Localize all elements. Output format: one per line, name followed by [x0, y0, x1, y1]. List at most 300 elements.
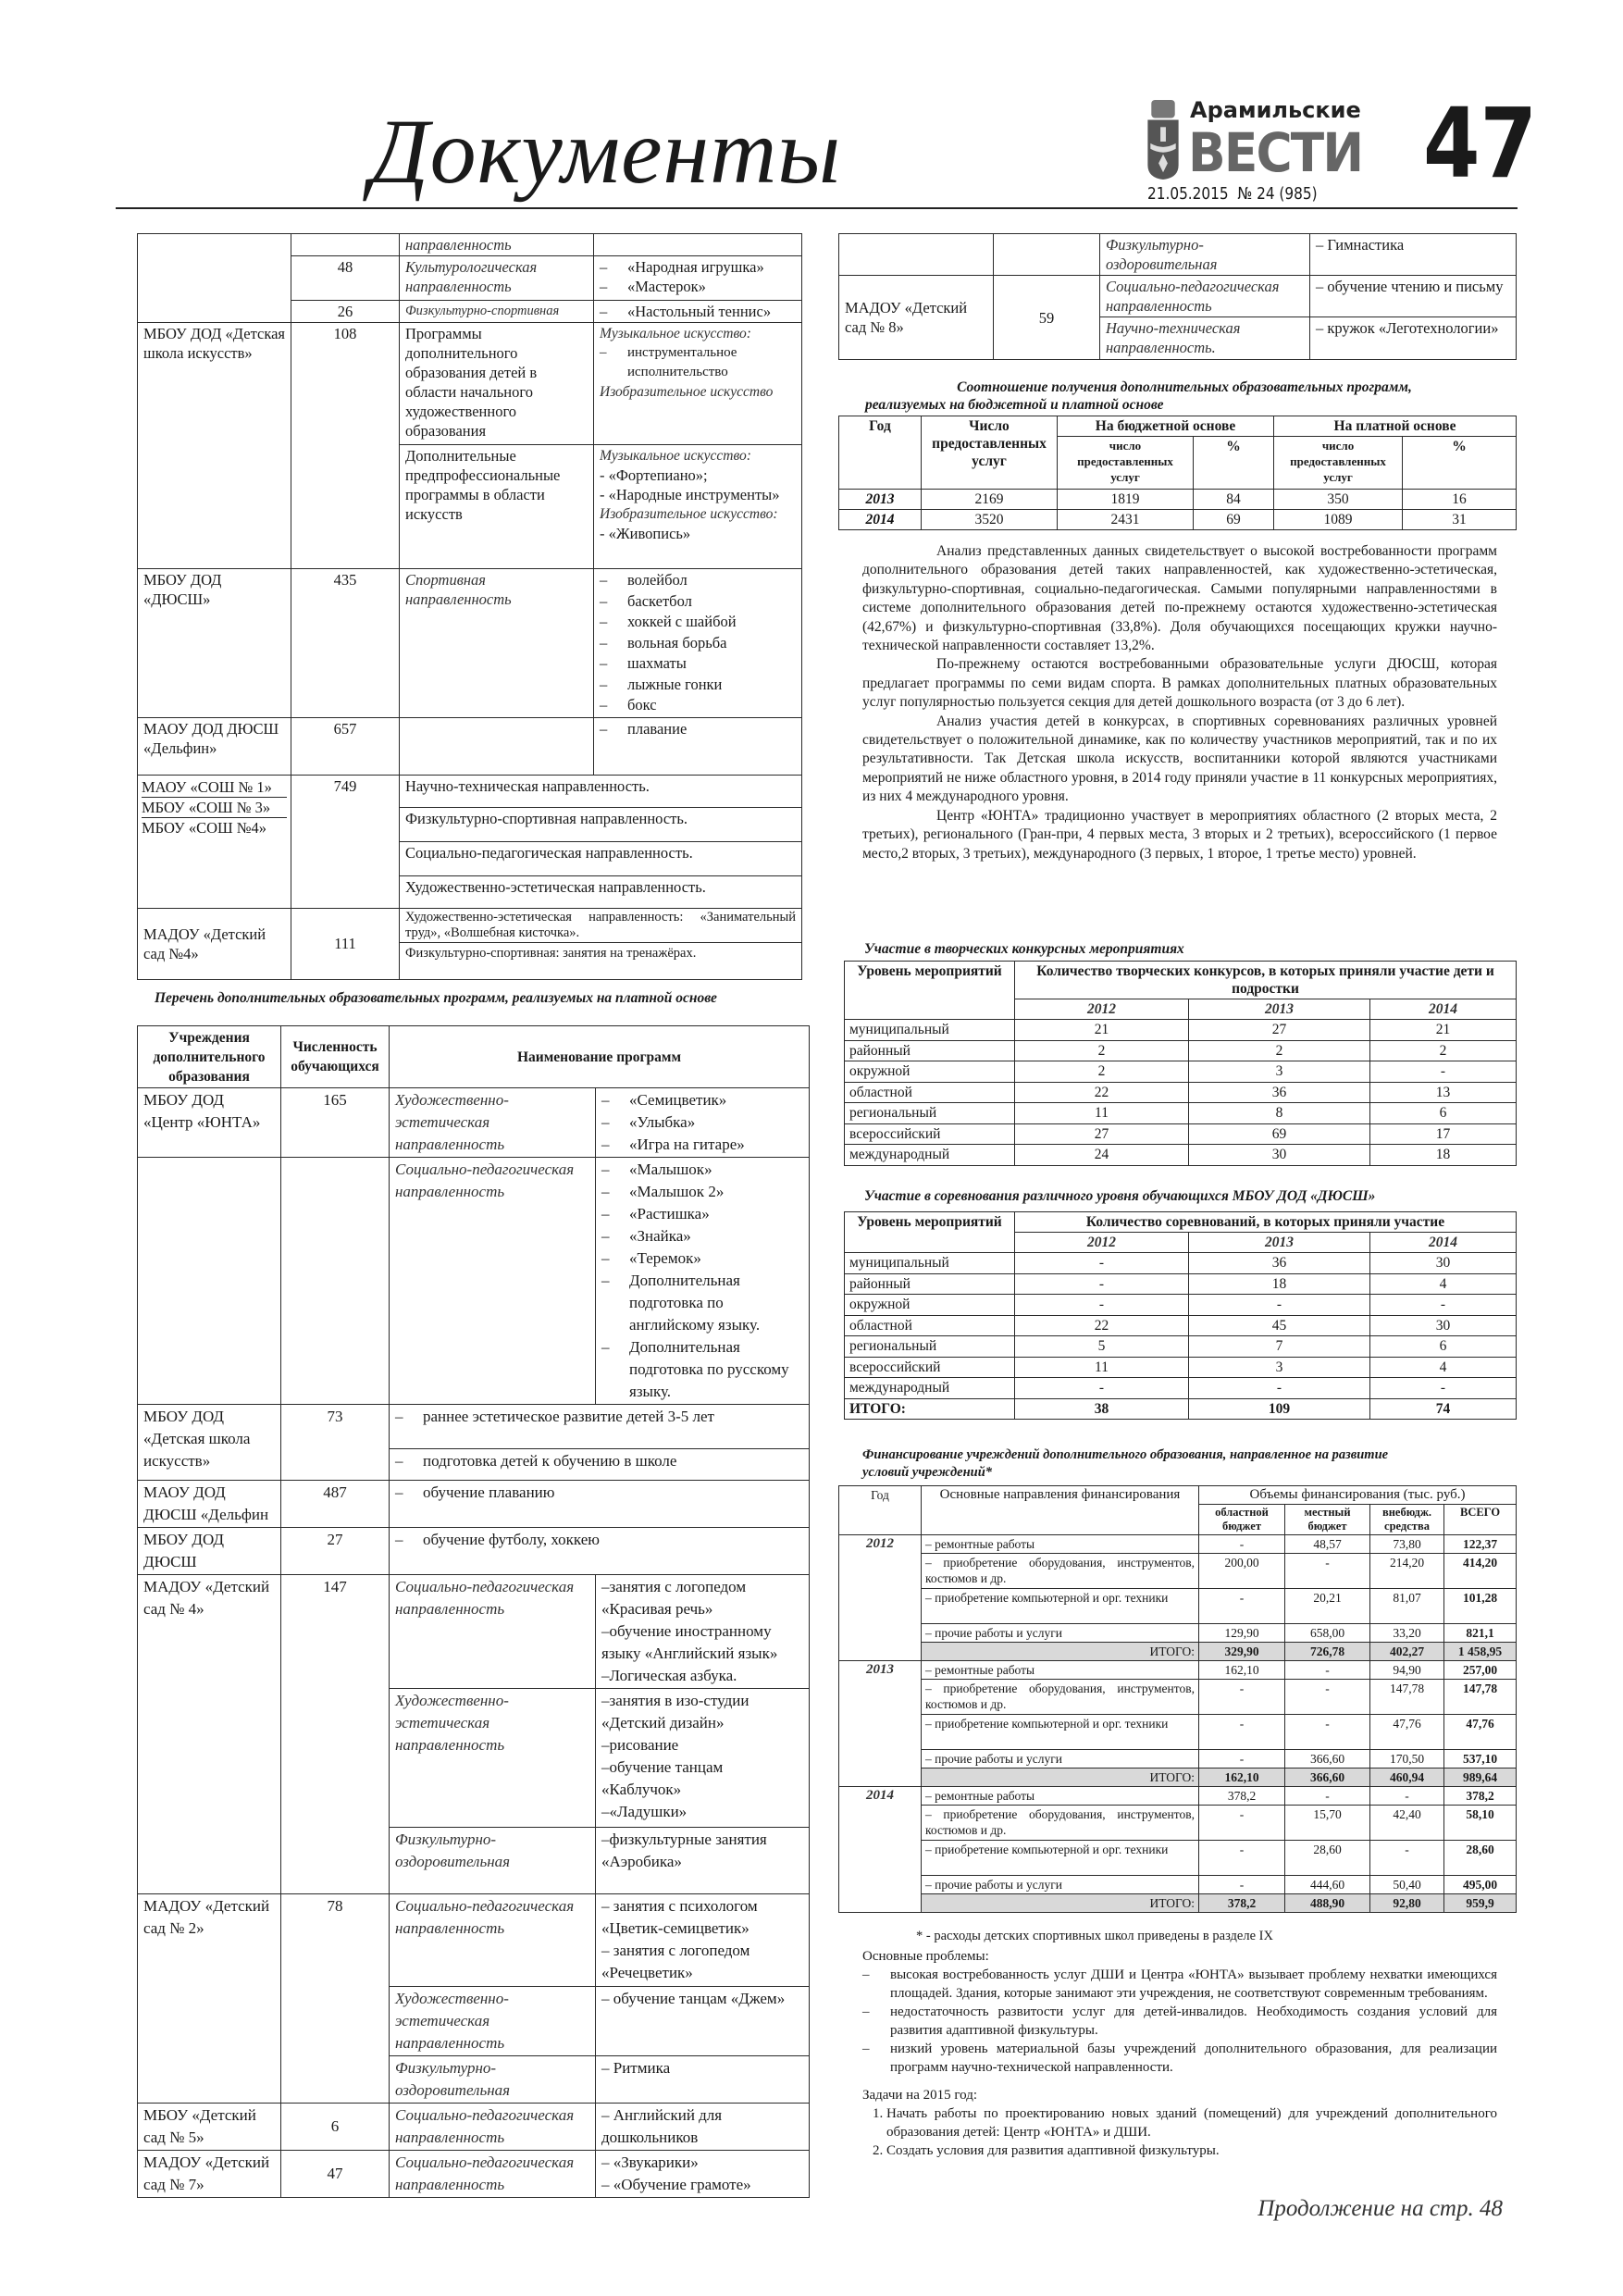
programs-cell — [594, 323, 802, 445]
institution-cell: МАОУ ДОД ДЮСШ «Дельфин — [138, 1481, 281, 1528]
table-row — [839, 1589, 1517, 1624]
value-cell: 69 — [1189, 1123, 1370, 1145]
program-group-label: Музыкальное искусство: — [600, 326, 751, 341]
count-cell: 487 — [281, 1481, 390, 1528]
year-header: 2014 — [1370, 999, 1517, 1020]
value-cell: 8 — [1189, 1103, 1370, 1124]
direction-cell: Социально-педагогическая направленность — [390, 1894, 596, 1987]
value-cell: 170,50 — [1370, 1750, 1444, 1769]
direction-cell: Физкультурно-спортивная — [400, 301, 594, 323]
column-header: % — [1403, 437, 1517, 490]
list-item: – «Народная игрушка» — [600, 257, 796, 277]
direction-cell: Физкультурно-спортивная: занятия на тренажёрах. — [400, 942, 802, 979]
header-row — [845, 962, 1517, 999]
value-cell: 214,20 — [1370, 1554, 1444, 1589]
table-row — [845, 1273, 1517, 1295]
list-item: - «Живопись» — [600, 525, 691, 542]
total-value: 366,60 — [1285, 1769, 1370, 1787]
direction-cell: Художественно-эстетическая направленность — [390, 1088, 596, 1158]
issue-date-number: 21.05.2015 № 24 (985) — [1147, 184, 1318, 204]
programs-list — [596, 1828, 810, 1894]
list-item: – вольная борьба — [600, 633, 796, 654]
list-item: – лыжные гонки — [600, 675, 796, 696]
year-cell: 2013 — [839, 490, 922, 510]
year-header: 2013 — [1189, 999, 1370, 1020]
paid-pct-cell: 16 — [1403, 490, 1517, 510]
value-cell: 18 — [1189, 1273, 1370, 1295]
direction-cell: Социально-педагогическая направленность. — [400, 841, 802, 875]
list-item: – раннее эстетическое развитие детей 3-5 лет — [395, 1406, 803, 1428]
level-cell: районный — [845, 1040, 1015, 1061]
column-header: Уровень мероприятий — [845, 1212, 1015, 1253]
count-cell: 108 — [291, 323, 400, 569]
direction-cell: Физкультурно-оздоровительная — [390, 2056, 596, 2104]
analysis-paragraph: Центр «ЮНТА» традиционно участвует в мероприятиях областного (2 вторых места, 2 третьих), регионального (Гран-при, 4 первых места, 3 вторых и 2 третьих), всероссийского (1 первое место,2 вторых, 3 третьих), международного (3 первых, 1 второе, 1 третье место) уровней. — [862, 807, 1497, 862]
list-item: –Логическая азбука. — [601, 1667, 737, 1684]
total-value: 329,90 — [1199, 1643, 1285, 1661]
problems-list — [862, 1966, 1497, 2077]
direction-cell: – ремонтные работы — [922, 1535, 1199, 1554]
value-cell: 101,28 — [1444, 1589, 1517, 1624]
direction-cell: Спортивная направленность — [400, 569, 594, 718]
problems-title: Основные проблемы: — [862, 1949, 989, 1964]
list-item: – плавание — [600, 719, 796, 738]
list-item: – занятия с логопедом «Речецветик» — [601, 1942, 750, 1981]
direction-cell: Дополнительные предпрофессиональные программы в области искусств — [400, 445, 594, 569]
total-row — [839, 1643, 1517, 1661]
column-header: Основные направления финансирования — [922, 1486, 1199, 1535]
count-cell: 6 — [281, 2104, 390, 2151]
list-item: – «Теремок» — [601, 1247, 803, 1270]
institution-cell: МБОУ ДОД «Детская школа искусств» — [138, 323, 291, 569]
total-row — [845, 1398, 1517, 1420]
task-item: 1. Начать работы по проектированию новых зданий (помещений) для учреждений дополнительного образования детей: Центр «ЮНТА» и ДШИ. — [886, 2104, 1497, 2141]
value-cell: 109 — [1189, 1398, 1370, 1420]
problem-item: – низкий уровень материальной базы учреждений дополнительного образования, для реализации программ научно-технической направленности. — [862, 2040, 1497, 2077]
year-cell: 2012 — [839, 1535, 922, 1661]
value-cell: - — [1015, 1253, 1189, 1274]
institution-cell — [138, 775, 291, 908]
caption-line: Соотношение получения дополнительных образовательных программ, — [957, 379, 1412, 395]
column-header: число предоставленных услуг — [1274, 437, 1403, 490]
value-cell: 94,90 — [1370, 1661, 1444, 1680]
direction-cell: Социально-педагогическая направленность — [390, 1575, 596, 1689]
list-item: – «Малышок» — [601, 1159, 803, 1181]
program-cell: – Гимнастика — [1310, 234, 1517, 276]
list-item: – «Игра на гитаре» — [601, 1134, 803, 1156]
value-cell: 45 — [1189, 1315, 1370, 1336]
value-cell: 47,76 — [1370, 1715, 1444, 1750]
column-header: Количество творческих конкурсов, в которых приняли участие дети и подростки — [1015, 962, 1517, 999]
table-row — [839, 1535, 1517, 1554]
value-cell: 366,60 — [1285, 1750, 1370, 1769]
count-cell: 73 — [281, 1405, 390, 1481]
total-value: 488,90 — [1285, 1894, 1370, 1913]
institution-name: МБОУ «СОШ №4» — [142, 818, 267, 837]
sports-table — [844, 1211, 1517, 1420]
ratio-caption — [865, 379, 1504, 414]
direction-cell: Социально-педагогическая направленность — [1100, 276, 1310, 317]
value-cell: - — [1285, 1787, 1370, 1806]
programs-list — [596, 1575, 810, 1689]
table-row — [845, 1145, 1517, 1166]
programs-list — [390, 1405, 810, 1449]
program-group-label: Изобразительное искусство: — [600, 506, 778, 522]
table-row — [845, 1253, 1517, 1274]
direction-cell: – приобретение оборудования, инструментов, костюмов и др. — [922, 1680, 1199, 1715]
value-cell: - — [1189, 1295, 1370, 1316]
level-cell: окружной — [845, 1061, 1015, 1083]
year-header: 2012 — [1015, 999, 1189, 1020]
institution-cell: МБОУ ДОД «Детская школа искусств» — [138, 1405, 281, 1481]
table-row — [845, 1378, 1517, 1399]
budget-pct-cell: 84 — [1194, 490, 1274, 510]
direction-cell: Художественно-эстетическая направленность: «Занимательный труд», «Волшебная кисточка». — [400, 908, 802, 942]
programs-list — [596, 1158, 810, 1405]
count-cell: 749 — [291, 775, 400, 908]
programs-list — [596, 2151, 810, 2198]
count-cell: 435 — [291, 569, 400, 718]
paid-programs-caption: Перечень дополнительных образовательных программ, реализуемых на платной основе — [155, 990, 717, 1006]
continued-note: Продолжение на стр. 48 — [1258, 2196, 1503, 2221]
level-cell: областной — [845, 1315, 1015, 1336]
value-cell: 3 — [1189, 1061, 1370, 1083]
level-cell: окружной — [845, 1295, 1015, 1316]
program-group-label: Изобразительное искусство — [600, 384, 774, 400]
table-row — [839, 1841, 1517, 1876]
problems-section — [862, 1947, 1497, 2160]
column-header: На платной основе — [1274, 416, 1517, 437]
year-header: 2013 — [1189, 1233, 1370, 1253]
value-cell: 27 — [1189, 1020, 1370, 1041]
level-cell: ИТОГО: — [845, 1398, 1015, 1420]
value-cell: 4 — [1370, 1273, 1517, 1295]
count-cell: 111 — [291, 908, 400, 979]
table-row — [839, 1624, 1517, 1643]
list-item: – Дополнительная подготовка по русскому языку. — [601, 1336, 803, 1403]
value-cell: 4 — [1370, 1357, 1517, 1378]
list-item: – хоккей с шайбой — [600, 612, 796, 633]
direction-cell: Физкультурно-оздоровительная — [1100, 234, 1310, 276]
institution-cell: МАДОУ «Детский сад № 2» — [138, 1894, 281, 2104]
column-header: число предоставленных услуг — [1058, 437, 1194, 490]
programs-list — [596, 1894, 810, 1987]
column-header: Уровень мероприятий — [845, 962, 1015, 1020]
direction-cell: Физкультурно-спортивная направленность. — [400, 807, 802, 841]
value-cell: - — [1285, 1715, 1370, 1750]
value-cell: - — [1285, 1661, 1370, 1680]
programs-list — [594, 301, 802, 323]
count-cell: 48 — [291, 256, 400, 301]
value-cell: 81,07 — [1370, 1589, 1444, 1624]
direction-cell: направленность — [400, 234, 594, 256]
count-cell: 165 — [281, 1088, 390, 1158]
sports-caption: Участие в соревнования различного уровня обучающихся МБОУ ДОД «ДЮСШ» — [864, 1188, 1376, 1204]
count-cell: 59 — [994, 276, 1100, 360]
list-item: – занятия с психологом «Цветик-семицветик» — [601, 1897, 758, 1937]
list-item: – обучение танцам «Джем» — [601, 1990, 786, 2007]
header-row — [845, 1212, 1517, 1233]
value-cell: 28,60 — [1444, 1841, 1517, 1876]
column-header: Год — [839, 1486, 922, 1535]
value-cell: 42,40 — [1370, 1806, 1444, 1841]
total-cell: 3520 — [922, 510, 1058, 530]
tasks-title: Задачи на 2015 год: — [862, 2088, 978, 2103]
year-cell: 2014 — [839, 1787, 922, 1913]
paid-programs-table — [137, 1025, 810, 2198]
direction-cell: – ремонтные работы — [922, 1787, 1199, 1806]
institution-cell: МАДОУ «Детский сад № 8» — [839, 276, 994, 360]
direction-cell: Научно-техническая направленность. — [1100, 317, 1310, 360]
list-item: – бокс — [600, 695, 796, 716]
ratio-table — [838, 416, 1517, 530]
total-label: ИТОГО: — [922, 1769, 1199, 1787]
programs-list — [596, 2104, 810, 2151]
direction-cell: – приобретение компьютерной и орг. техники — [922, 1715, 1199, 1750]
total-value: 92,80 — [1370, 1894, 1444, 1913]
coat-of-arms-icon — [1146, 98, 1181, 181]
page-number: 47 — [1423, 87, 1538, 200]
value-cell: 18 — [1370, 1145, 1517, 1166]
total-value: 989,64 — [1444, 1769, 1517, 1787]
table-row — [845, 1061, 1517, 1083]
list-item: – «Улыбка» — [601, 1111, 803, 1134]
table-row — [839, 1806, 1517, 1841]
list-item: - «Фортепиано»; — [600, 466, 708, 484]
header-rule — [116, 207, 1518, 209]
value-cell: 414,20 — [1444, 1554, 1517, 1589]
level-cell: всероссийский — [845, 1123, 1015, 1145]
column-header: Год — [839, 416, 922, 490]
direction-cell: – прочие работы и услуги — [922, 1750, 1199, 1769]
value-cell: 24 — [1015, 1145, 1189, 1166]
analysis-paragraph: Анализ представленных данных свидетельствует о высокой востребованности программ дополнительного образования детей таких направленностей, как художественно-эстетическая, физкультурно-спортивная, социально-педагогическая. Самыми популярными направленностями в системе дополнительного образования детей по-прежнему остаются художественно-эстетическая (42,67%) и физкультурно-спортивная (33,8%). Доля обучающихся посещающих кружки научно-технической направленности составляет 13,2%. — [862, 543, 1497, 654]
program-group-label: Музыкальное искусство: — [600, 448, 751, 464]
list-item: – «Малышок 2» — [601, 1181, 803, 1203]
value-cell: 21 — [1015, 1020, 1189, 1041]
table-row — [845, 1103, 1517, 1124]
value-cell: 6 — [1370, 1336, 1517, 1358]
value-cell: 129,90 — [1199, 1624, 1285, 1643]
list-item: – баскетбол — [600, 591, 796, 613]
direction-cell: – приобретение оборудования, инструментов, костюмов и др. — [922, 1554, 1199, 1589]
list-item: – «Обучение грамоте» — [601, 2176, 751, 2193]
direction-cell: – прочие работы и услуги — [922, 1624, 1199, 1643]
problem-item: – недостаточность развитости услуг для детей-инвалидов. Необходимость создания условий для развития адаптивной физкультуры. — [862, 2003, 1497, 2040]
value-cell: 2 — [1015, 1040, 1189, 1061]
table-row — [839, 1750, 1517, 1769]
value-cell: 15,70 — [1285, 1806, 1370, 1841]
value-cell: 36 — [1189, 1082, 1370, 1103]
value-cell: 378,2 — [1199, 1787, 1285, 1806]
value-cell: 20,21 — [1285, 1589, 1370, 1624]
table-row — [839, 1554, 1517, 1589]
value-cell: - — [1015, 1378, 1189, 1399]
value-cell: 658,00 — [1285, 1624, 1370, 1643]
contests-table — [844, 961, 1517, 1166]
value-cell: 821,1 — [1444, 1624, 1517, 1643]
year-header: 2012 — [1015, 1233, 1189, 1253]
value-cell: 7 — [1189, 1336, 1370, 1358]
level-cell: областной — [845, 1082, 1015, 1103]
year-header: 2014 — [1370, 1233, 1517, 1253]
count-cell: 27 — [281, 1528, 390, 1575]
total-value: 726,78 — [1285, 1643, 1370, 1661]
column-header: местный бюджет — [1285, 1505, 1370, 1535]
value-cell: - — [1199, 1750, 1285, 1769]
programs-list — [596, 1088, 810, 1158]
level-cell: международный — [845, 1378, 1015, 1399]
count-cell: 657 — [291, 717, 400, 775]
direction-cell: – приобретение компьютерной и орг. техники — [922, 1589, 1199, 1624]
list-item: – волейбол — [600, 570, 796, 591]
column-header: На бюджетной основе — [1058, 416, 1274, 437]
list-item: –физкультурные занятия «Аэробика» — [601, 1831, 767, 1870]
value-cell: 36 — [1189, 1253, 1370, 1274]
count-cell: 147 — [281, 1575, 390, 1894]
value-cell: 22 — [1015, 1082, 1189, 1103]
value-cell: 11 — [1015, 1357, 1189, 1378]
finance-caption: Финансирование учреждений дополнительного образования, направленное на развитие условий учреждений* — [862, 1447, 1389, 1480]
value-cell: 495,00 — [1444, 1876, 1517, 1894]
direction-cell: – прочие работы и услуги — [922, 1876, 1199, 1894]
table-row — [845, 1336, 1517, 1358]
table-row — [845, 1295, 1517, 1316]
value-cell: - — [1285, 1554, 1370, 1589]
programs-list — [390, 1449, 810, 1481]
programs-list — [390, 1481, 810, 1528]
table-row — [839, 1661, 1517, 1680]
direction-cell: Социально-педагогическая направленность — [390, 2151, 596, 2198]
value-cell: - — [1199, 1535, 1285, 1554]
column-header: ВСЕГО — [1444, 1505, 1517, 1535]
list-item: – подготовка детей к обучению в школе — [395, 1450, 803, 1472]
value-cell: 537,10 — [1444, 1750, 1517, 1769]
value-cell: 378,2 — [1444, 1787, 1517, 1806]
programs-list — [596, 1987, 810, 2056]
list-item: –«Ладушки» — [601, 1803, 688, 1820]
value-cell: 73,80 — [1370, 1535, 1444, 1554]
column-header: внебюдж. средства — [1370, 1505, 1444, 1535]
list-item: – «Растишка» — [601, 1203, 803, 1225]
value-cell: 444,60 — [1285, 1876, 1370, 1894]
total-row — [839, 1894, 1517, 1913]
year-cell: 2014 — [839, 510, 922, 530]
table-row — [839, 1715, 1517, 1750]
task-item: 2. Создать условия для развития адаптивной физкультуры. — [886, 2141, 1497, 2160]
level-cell: районный — [845, 1273, 1015, 1295]
value-cell: - — [1370, 1061, 1517, 1083]
free-programs-table — [137, 233, 802, 980]
value-cell: 22 — [1015, 1315, 1189, 1336]
finance-table — [838, 1485, 1517, 1913]
programs-list — [390, 1528, 810, 1575]
direction-cell: Научно-техническая направленность. — [400, 775, 802, 807]
column-header: Численность обучающихся — [281, 1026, 390, 1088]
table-row — [845, 1357, 1517, 1378]
table-row — [845, 1123, 1517, 1145]
institution-cell: МАОУ ДОД ДЮСШ «Дельфин» — [138, 717, 291, 775]
list-item: – «Звукарики» — [601, 2153, 699, 2171]
list-item: –занятия с логопедом «Красивая речь» — [601, 1578, 747, 1618]
programs-list — [594, 256, 802, 301]
budget-cell: 2431 — [1058, 510, 1194, 530]
program-cell: – кружок «Леготехнологии» — [1310, 317, 1517, 360]
institution-cell: МАДОУ «Детский сад № 4» — [138, 1575, 281, 1894]
value-cell: 13 — [1370, 1082, 1517, 1103]
paid-cell: 1089 — [1274, 510, 1403, 530]
value-cell: 30 — [1189, 1145, 1370, 1166]
list-item: – Ритмика — [601, 2059, 671, 2077]
programs-list — [594, 717, 802, 775]
value-cell: - — [1199, 1841, 1285, 1876]
column-header: % — [1194, 437, 1274, 490]
level-cell: международный — [845, 1145, 1015, 1166]
value-cell: - — [1015, 1295, 1189, 1316]
total-value: 959,9 — [1444, 1894, 1517, 1913]
paid-pct-cell: 31 — [1403, 510, 1517, 530]
direction-cell: – приобретение оборудования, инструментов, костюмов и др. — [922, 1806, 1199, 1841]
value-cell: - — [1189, 1378, 1370, 1399]
direction-cell: – приобретение компьютерной и орг. техники — [922, 1841, 1199, 1876]
programs-list — [596, 1689, 810, 1828]
count-cell: 26 — [291, 301, 400, 323]
problem-item: – высокая востребованность услуг ДШИ и Центра «ЮНТА» вызывает проблему нехватки имеющихся площадей. Здания, которые занимают эти учреждения, не соответствуют современным требованиям. — [862, 1966, 1497, 2003]
list-item: – «Семицветик» — [601, 1089, 803, 1111]
total-value: 460,94 — [1370, 1769, 1444, 1787]
value-cell: 2 — [1015, 1061, 1189, 1083]
kindergarten-programs-table — [838, 233, 1517, 360]
value-cell: 147,78 — [1444, 1680, 1517, 1715]
analysis-paragraph: По-прежнему остаются востребованными образовательные услуги ДЮСШ, которая предлагает программы по семи видам спорта. В рамках дополнительных платных образовательных услуг популярностью пользуется секция для детей дошкольного возраста (от 3 до 6 лет). — [862, 656, 1497, 711]
programs-list — [596, 2056, 810, 2104]
total-row — [839, 1769, 1517, 1787]
institution-cell: МБОУ ДОД ДЮСШ — [138, 1528, 281, 1575]
count-cell: 78 — [281, 1894, 390, 2104]
total-value: 378,2 — [1199, 1894, 1285, 1913]
list-item: – «Знайка» — [601, 1225, 803, 1247]
value-cell: - — [1285, 1680, 1370, 1715]
value-cell: 200,00 — [1199, 1554, 1285, 1589]
value-cell: 11 — [1015, 1103, 1189, 1124]
value-cell: 50,40 — [1370, 1876, 1444, 1894]
tasks-list — [862, 2104, 1497, 2160]
value-cell: 38 — [1015, 1398, 1189, 1420]
direction-cell: Художественно-эстетическая направленность — [390, 1987, 596, 2056]
table-row — [839, 510, 1517, 530]
list-item: – инструментальное исполнительство — [600, 343, 796, 382]
column-header: областной бюджет — [1199, 1505, 1285, 1535]
value-cell: - — [1370, 1378, 1517, 1399]
value-cell: 2 — [1189, 1040, 1370, 1061]
newspaper-logo — [1146, 98, 1377, 183]
value-cell: 21 — [1370, 1020, 1517, 1041]
value-cell: 2 — [1370, 1040, 1517, 1061]
value-cell: - — [1015, 1273, 1189, 1295]
budget-cell: 1819 — [1058, 490, 1194, 510]
value-cell: 58,10 — [1444, 1806, 1517, 1841]
value-cell: 47,76 — [1444, 1715, 1517, 1750]
table-row — [845, 1315, 1517, 1336]
analysis-text — [862, 542, 1497, 863]
value-cell: 33,20 — [1370, 1624, 1444, 1643]
table-row — [839, 1876, 1517, 1894]
value-cell: 6 — [1370, 1103, 1517, 1124]
column-header: Количество соревнований, в которых приняли участие — [1015, 1212, 1517, 1233]
programs-cell — [594, 445, 802, 569]
program-cell: – обучение чтению и письму — [1310, 276, 1517, 317]
column-header: Число предоставленных услуг — [922, 416, 1058, 490]
